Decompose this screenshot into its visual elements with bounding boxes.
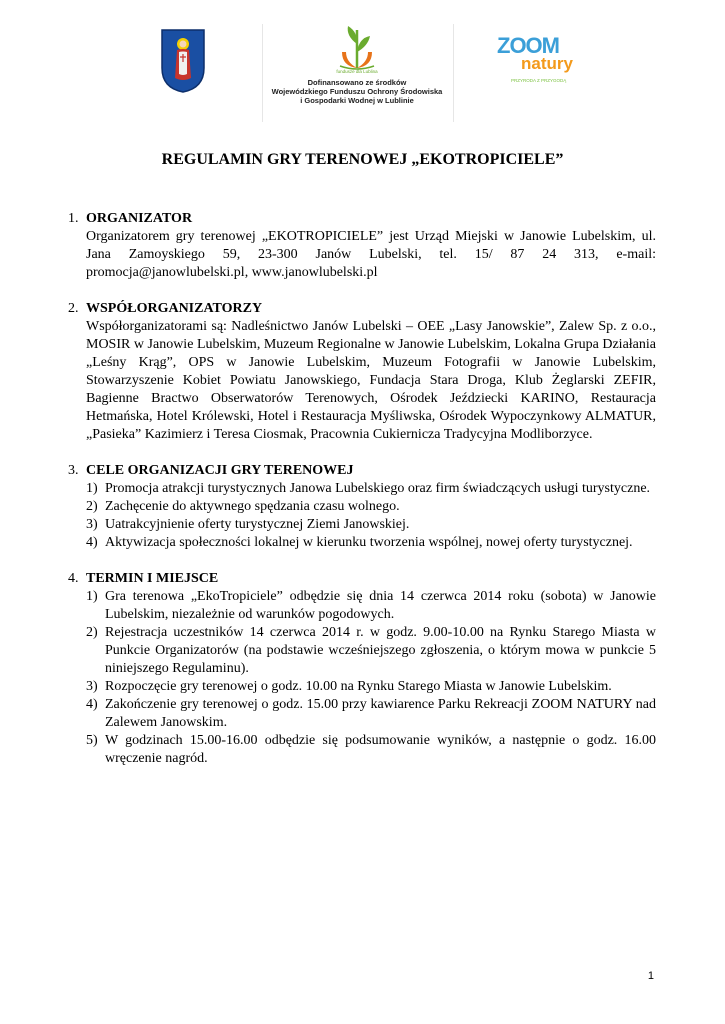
header-divider-right: [453, 24, 454, 122]
page-number: 1: [647, 970, 654, 982]
list-item-text: Promocja atrakcji turystycznych Janowa Lubelskiego oraz firm świadczących usługi turystyczne.: [105, 481, 651, 496]
list-item: [68, 534, 656, 552]
section-heading: [68, 570, 656, 588]
section-number: 2.: [68, 301, 79, 316]
section-number: 4.: [68, 571, 79, 586]
list-item-text: Gra terenowa „EkoTropiciele” odbędzie się dnia 14 czerwca 2014 roku (sobota) w Janowie Lubelskim, niezależnie od warunków pogodowych.: [105, 589, 656, 622]
document-body: [68, 210, 656, 786]
funding-notice: [262, 78, 452, 105]
list-item-number: 3): [86, 517, 98, 532]
list-item: [68, 498, 656, 516]
coat-of-arms-logo: [160, 28, 206, 94]
list-item: [68, 696, 656, 732]
list-item-text: Zakończenie gry terenowej o godz. 15.00 przy kawiarence Parku Rekreacji ZOOM NATURY nad Zalewem Janowskim.: [105, 697, 656, 730]
list-item: [68, 624, 656, 678]
section-organizer: [68, 210, 656, 282]
eco-leaf-icon: [332, 22, 382, 72]
section-title: TERMIN I MIEJSCE: [86, 571, 219, 586]
section-heading: [68, 210, 656, 228]
zoom-logo-tagline: PRZYRODA Z PRZYGODĄ: [511, 78, 567, 83]
section-text: Współorganizatorami są: Nadleśnictwo Janów Lubelski – OEE „Lasy Janowskie”, Zalew Sp. z o.o., MOSIR w Janowie Lubelskim, Muzeum Regionalne w Janowie Lubelskim, Lokalna Grupa Działania „Leśny Krąg”, OPS w Janowie Lubelskim, Muzeum Fotografii w Janowie Lubelskim, Stowarzyszenie Kobiet Powiatu Janowskiego, Fundacja Stara Droga, Klub Żeglarski ZEFIR, Bagienne Bractwo Obserwatorów Terenowych, Ośrodek Jeździecki KARINO, Restauracja Hetmańska, Hotel Królewski, Hotel i Restauracja Myśliwska, Ośrodek Wypoczynkowy ALMATUR, „Pasieka” Kazimierz i Teresa Ciosmak, Pracownia Cukiernicza Tradycyjna Modliborzyce.: [86, 319, 656, 442]
list-item: [68, 732, 656, 768]
list-item-number: 3): [86, 679, 98, 694]
list-item-number: 1): [86, 481, 98, 496]
list-item-number: 2): [86, 625, 98, 640]
section-number: 3.: [68, 463, 79, 478]
document-title: REGULAMIN GRY TERENOWEJ „EKOTROPICIELE”: [161, 151, 564, 168]
funding-line: i Gospodarki Wodnej w Lublinie: [300, 96, 414, 105]
section-title: CELE ORGANIZACJI GRY TERENOWEJ: [86, 463, 354, 478]
funding-line: Wojewódzkiego Funduszu Ochrony Środowiska: [271, 87, 443, 96]
list-item-text: Rejestracja uczestników 14 czerwca 2014 r. w godz. 9.00-10.00 na Rynku Starego Miasta w Punkcie Organizatorów (na podstawie wcześniejszego zgłoszenia, o którym mowa w punkcie 5 niniejszego Regulaminu).: [105, 625, 656, 676]
list-item-number: 2): [86, 499, 98, 514]
fund-logo: [262, 18, 452, 122]
section-goals: [68, 462, 656, 552]
zoom-logo-word1: ZOOM: [497, 33, 559, 58]
list-item-number: 5): [86, 733, 98, 748]
section-heading: [68, 462, 656, 480]
list-item-text: Zachęcenie do aktywnego spędzania czasu wolnego.: [105, 499, 400, 514]
section-coorganizers: [68, 300, 656, 444]
section-title: WSPÓŁORGANIZATORZY: [86, 301, 263, 316]
list-item: [68, 588, 656, 624]
funding-line: Dofinansowano ze środków: [307, 78, 407, 87]
list-item-text: W godzinach 15.00-16.00 odbędzie się podsumowanie wyników, a następnie o godz. 16.00 wręczenie nagród.: [105, 733, 656, 766]
zoom-logo-word2: natury: [521, 54, 573, 73]
zoom-natury-logo: [495, 34, 581, 96]
section-text: Organizatorem gry terenowej „EKOTROPICIELE” jest Urząd Miejski w Janowie Lubelskim, ul. Jana Zamoyskiego 59, 23-300 Janów Lubelski, tel. 15/ 87 24 313, e-mail: promocja@janowlubelski.pl, www.janowlubelski.pl: [86, 229, 656, 280]
section-title: ORGANIZATOR: [86, 211, 193, 226]
fund-logo-caption: fundusze dla Lublina: [336, 69, 378, 74]
list-item-text: Aktywizacja społeczności lokalnej w kierunku tworzenia wspólnej, nowej oferty turystycznej.: [105, 535, 633, 550]
section-number: 1.: [68, 211, 79, 226]
list-item: [68, 516, 656, 534]
list-item-number: 4): [86, 697, 98, 712]
list-item: [68, 678, 656, 696]
list-item-number: 4): [86, 535, 98, 550]
section-date-place: [68, 570, 656, 768]
list-item-text: Rozpoczęcie gry terenowej o godz. 10.00 na Rynku Starego Miasta w Janowie Lubelskim.: [105, 679, 612, 694]
list-item-number: 1): [86, 589, 98, 604]
list-item: [68, 480, 656, 498]
header-logos: [0, 10, 725, 120]
list-item-text: Uatrakcyjnienie oferty turystycznej Ziemi Janowskiej.: [105, 517, 410, 532]
section-heading: [68, 300, 656, 318]
